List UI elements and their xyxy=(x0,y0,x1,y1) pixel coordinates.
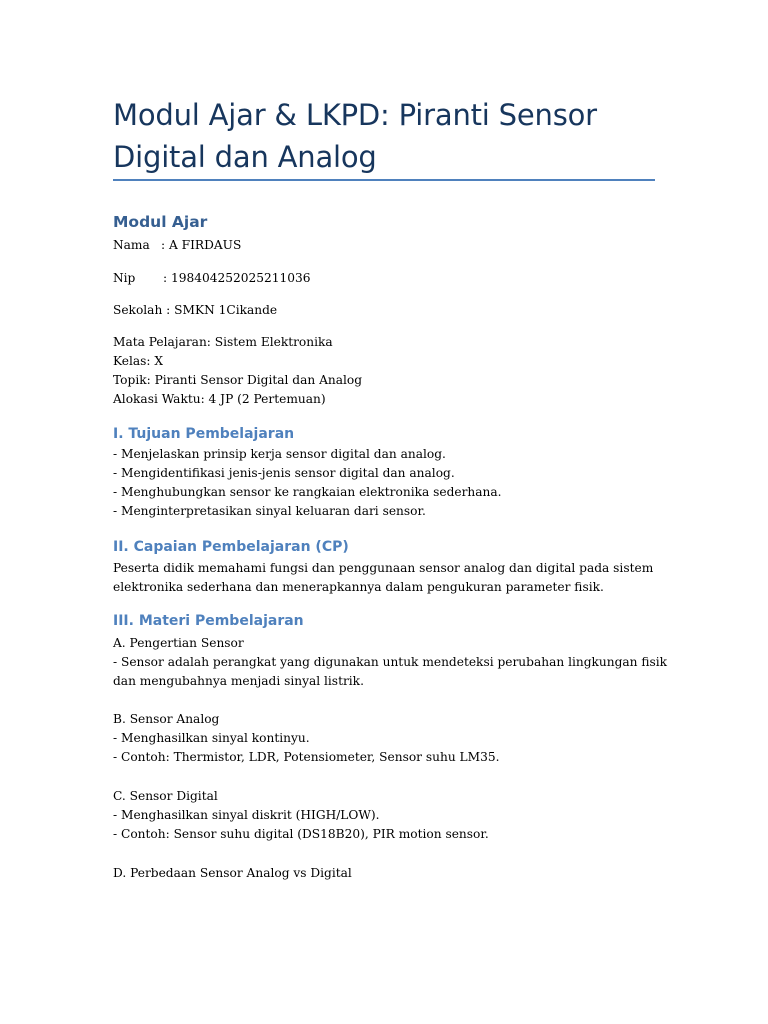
capaian-paragraph xyxy=(113,559,658,597)
info-line: Alokasi Waktu: 4 JP (2 Pertemuan) xyxy=(113,392,326,406)
paragraph-line: - Contoh: Thermistor, LDR, Potensiometer, Sensor suhu LM35. xyxy=(113,750,500,764)
section-heading-capaian: II. Capaian Pembelajaran (CP) xyxy=(113,539,349,555)
identity-nip xyxy=(113,269,658,288)
paragraph-line: dan mengubahnya menjadi sinyal listrik. xyxy=(113,674,364,688)
list-item: - Menghubungkan sensor ke rangkaian elektronika sederhana. xyxy=(113,485,502,499)
section-heading-materi: III. Materi Pembelajaran xyxy=(113,613,304,629)
title-underline xyxy=(113,179,655,181)
list-item: - Menginterpretasikan sinyal keluaran dari sensor. xyxy=(113,504,426,518)
nama-label: Nama xyxy=(113,238,150,252)
nama-value: : A FIRDAUS xyxy=(161,238,242,252)
materi-pengertian xyxy=(113,634,668,691)
nip-label: Nip xyxy=(113,271,136,285)
document-title xyxy=(113,94,658,178)
section-heading-modul-ajar: Modul Ajar xyxy=(113,213,208,231)
course-info xyxy=(113,333,658,409)
title-line: Modul Ajar & LKPD: Piranti Sensor xyxy=(113,98,597,132)
identity-sekolah: Sekolah : SMKN 1Cikande xyxy=(113,303,278,317)
info-line: Topik: Piranti Sensor Digital dan Analog xyxy=(113,373,363,387)
paragraph-line: - Menghasilkan sinyal diskrit (HIGH/LOW). xyxy=(113,808,380,822)
materi-sensor-digital xyxy=(113,787,658,844)
list-item: - Mengidentifikasi jenis-jenis sensor digital dan analog. xyxy=(113,466,455,480)
materi-sensor-analog xyxy=(113,710,658,767)
paragraph-line: - Sensor adalah perangkat yang digunakan untuk mendeteksi perubahan lingkungan fisik xyxy=(113,655,668,669)
materi-perbedaan: D. Perbedaan Sensor Analog vs Digital xyxy=(113,866,352,880)
paragraph-line: A. Pengertian Sensor xyxy=(113,636,244,650)
tujuan-list xyxy=(113,445,658,521)
section-heading-tujuan: I. Tujuan Pembelajaran xyxy=(113,426,295,442)
info-line: Mata Pelajaran: Sistem Elektronika xyxy=(113,335,333,349)
paragraph-line: - Contoh: Sensor suhu digital (DS18B20), PIR motion sensor. xyxy=(113,827,489,841)
nip-value: : 198404252025211036 xyxy=(163,271,311,285)
title-line: Digital dan Analog xyxy=(113,140,377,174)
paragraph-line: - Menghasilkan sinyal kontinyu. xyxy=(113,731,310,745)
info-line: Kelas: X xyxy=(113,354,164,368)
paragraph-line: Peserta didik memahami fungsi dan penggunaan sensor analog dan digital pada sistem xyxy=(113,561,654,575)
list-item: - Menjelaskan prinsip kerja sensor digital dan analog. xyxy=(113,447,446,461)
paragraph-line: C. Sensor Digital xyxy=(113,789,218,803)
paragraph-line: B. Sensor Analog xyxy=(113,712,220,726)
identity-nama xyxy=(113,236,658,255)
paragraph-line: elektronika sederhana dan menerapkannya dalam pengukuran parameter fisik. xyxy=(113,580,604,594)
